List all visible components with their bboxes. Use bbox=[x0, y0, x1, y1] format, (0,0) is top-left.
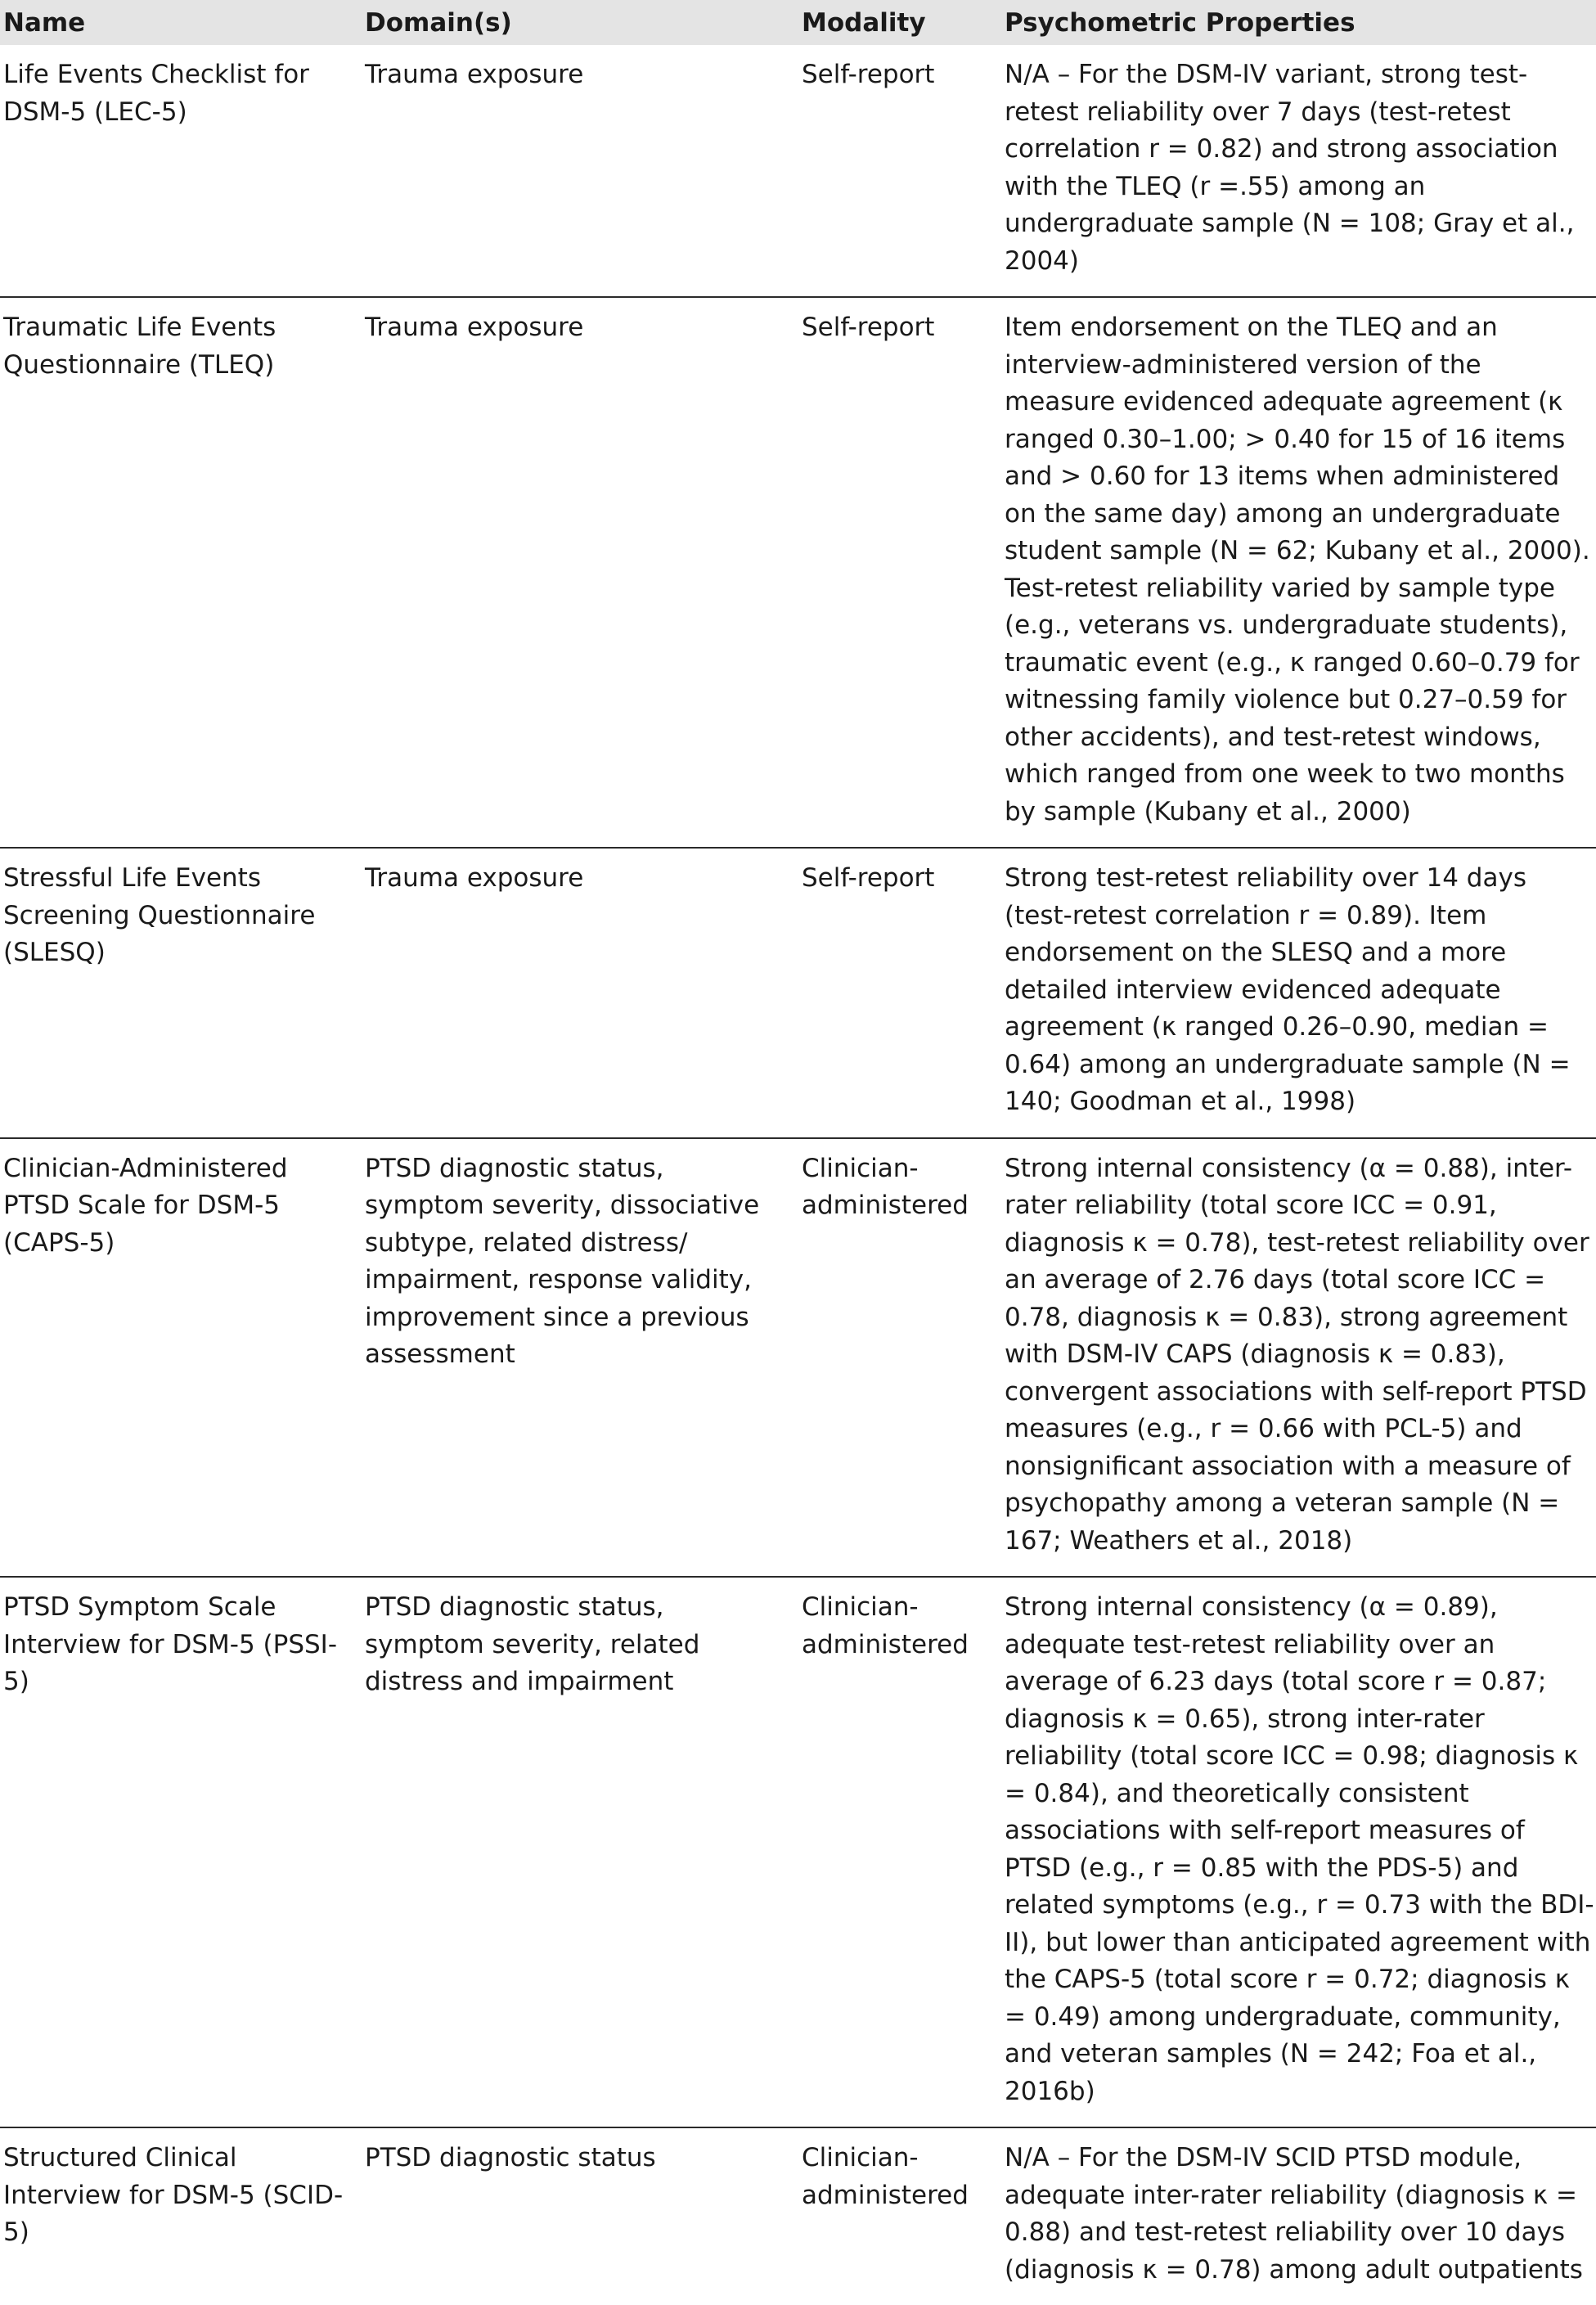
table-body bbox=[0, 45, 1596, 2305]
table-row bbox=[0, 848, 1596, 1138]
measure-modality: Self-report bbox=[798, 297, 1001, 848]
measure-properties: Item endorsement on the TLEQ and an interview-administered version of the measure evidenced adequate agreement (κ ranged 0.30–1.00; > 0.40 for 15 of 16 items and > 0.60 for 13 items when administered on the same day) among an undergraduate student sample (N = 62; Kubany et al., 2000). Test-retest reliability varied by sample type (e.g., veterans vs. undergraduate students), traumatic event (e.g., κ ranged 0.60–0.79 for witnessing family violence but 0.27–0.59 for other accidents), and test-retest windows, which ranged from one week to two months by sample (Kubany et al., 2000) bbox=[1001, 297, 1596, 848]
measure-domain: PTSD diagnostic status bbox=[365, 2143, 656, 2172]
measure-modality: Self-report bbox=[798, 848, 1001, 1138]
measure-domain: PTSD diagnostic status, symptom severity, dissociative subtype, related distress/ impairment, response validity, improvement since a previous assessment bbox=[362, 1138, 798, 1578]
header-domain: Domain(s) bbox=[362, 0, 798, 45]
table-row bbox=[0, 297, 1596, 848]
measure-name: Traumatic Life Events Questionnaire (TLEQ) bbox=[0, 297, 362, 848]
measure-properties: N/A – For the DSM-IV SCID PTSD module, adequate inter-rater reliability (diagnosis κ = 0.88) and test-retest reliability over 10 days (diagnosis κ = 0.78) among adult outpatients bbox=[1005, 2143, 1583, 2285]
header-name: Name bbox=[0, 0, 362, 45]
header-psychometric-properties: Psychometric Properties bbox=[1001, 0, 1596, 45]
measure-properties: N/A – For the DSM-IV variant, strong test-retest reliability over 7 days (test-retest correlation r = 0.82) and strong association with the TLEQ (r =.55) among an undergraduate sample (N = 108; Gray et al., 2004) bbox=[1001, 45, 1596, 297]
measure-name: Clinician-Administered PTSD Scale for DSM-5 (CAPS-5) bbox=[0, 1138, 362, 1578]
table-row bbox=[0, 1577, 1596, 2127]
measure-name: Structured Clinical Interview for DSM-5 (SCID-5) bbox=[3, 2143, 344, 2247]
measure-domain: Trauma exposure bbox=[362, 45, 798, 297]
table-header bbox=[0, 0, 1596, 45]
table-row bbox=[0, 1138, 1596, 1578]
measure-modality: Self-report bbox=[798, 45, 1001, 297]
measure-name: Stressful Life Events Screening Questionnaire (SLESQ) bbox=[0, 848, 362, 1138]
measure-modality: Clinician-administered bbox=[798, 1138, 1001, 1578]
measure-properties: Strong internal consistency (α = 0.88), inter-rater reliability (total score ICC = 0.91, diagnosis κ = 0.78), test-retest reliability over an average of 2.76 days (total score ICC = 0.78, diagnosis κ = 0.83), strong agreement with DSM-IV CAPS (diagnosis κ = 0.83), convergent associations with self-report PTSD measures (e.g., r = 0.66 with PCL-5) and nonsignificant association with a measure of psychopathy among a veteran sample (N = 167; Weathers et al., 2018) bbox=[1001, 1138, 1596, 1578]
measure-domain: Trauma exposure bbox=[362, 848, 798, 1138]
measure-properties: Strong internal consistency (α = 0.89), adequate test-retest reliability over an average of 6.23 days (total score r = 0.87; diagnosis κ = 0.65), strong inter-rater reliability (total score ICC = 0.98; diagnosis κ = 0.84), and theoretically consistent associations with self-report measures of PTSD (e.g., r = 0.85 with the PDS-5) and related symptoms (e.g., r = 0.73 with the BDI-II), but lower than anticipated agreement with the CAPS-5 (total score r = 0.72; diagnosis κ = 0.49) among undergraduate, community, and veteran samples (N = 242; Foa et al., 2016b) bbox=[1001, 1577, 1596, 2127]
measure-modality: Clinician-administered bbox=[798, 1577, 1001, 2127]
header-modality: Modality bbox=[798, 0, 1001, 45]
measure-domain: PTSD diagnostic status, symptom severity, related distress and impairment bbox=[362, 1577, 798, 2127]
measure-modality: Clinician-administered bbox=[802, 2143, 969, 2210]
measure-properties: Strong test-retest reliability over 14 days (test-retest correlation r = 0.89). Item endorsement on the SLESQ and a more detailed interview evidenced adequate agreement (κ ranged 0.26–0.90, median = 0.64) among an undergraduate sample (N = 140; Goodman et al., 1998) bbox=[1001, 848, 1596, 1138]
table-row bbox=[0, 2127, 1596, 2305]
measure-name: PTSD Symptom Scale Interview for DSM-5 (PSSI-5) bbox=[0, 1577, 362, 2127]
measure-name: Life Events Checklist for DSM-5 (LEC-5) bbox=[0, 45, 362, 297]
table-row bbox=[0, 45, 1596, 297]
measure-domain: Trauma exposure bbox=[362, 297, 798, 848]
header-row bbox=[0, 0, 1596, 45]
